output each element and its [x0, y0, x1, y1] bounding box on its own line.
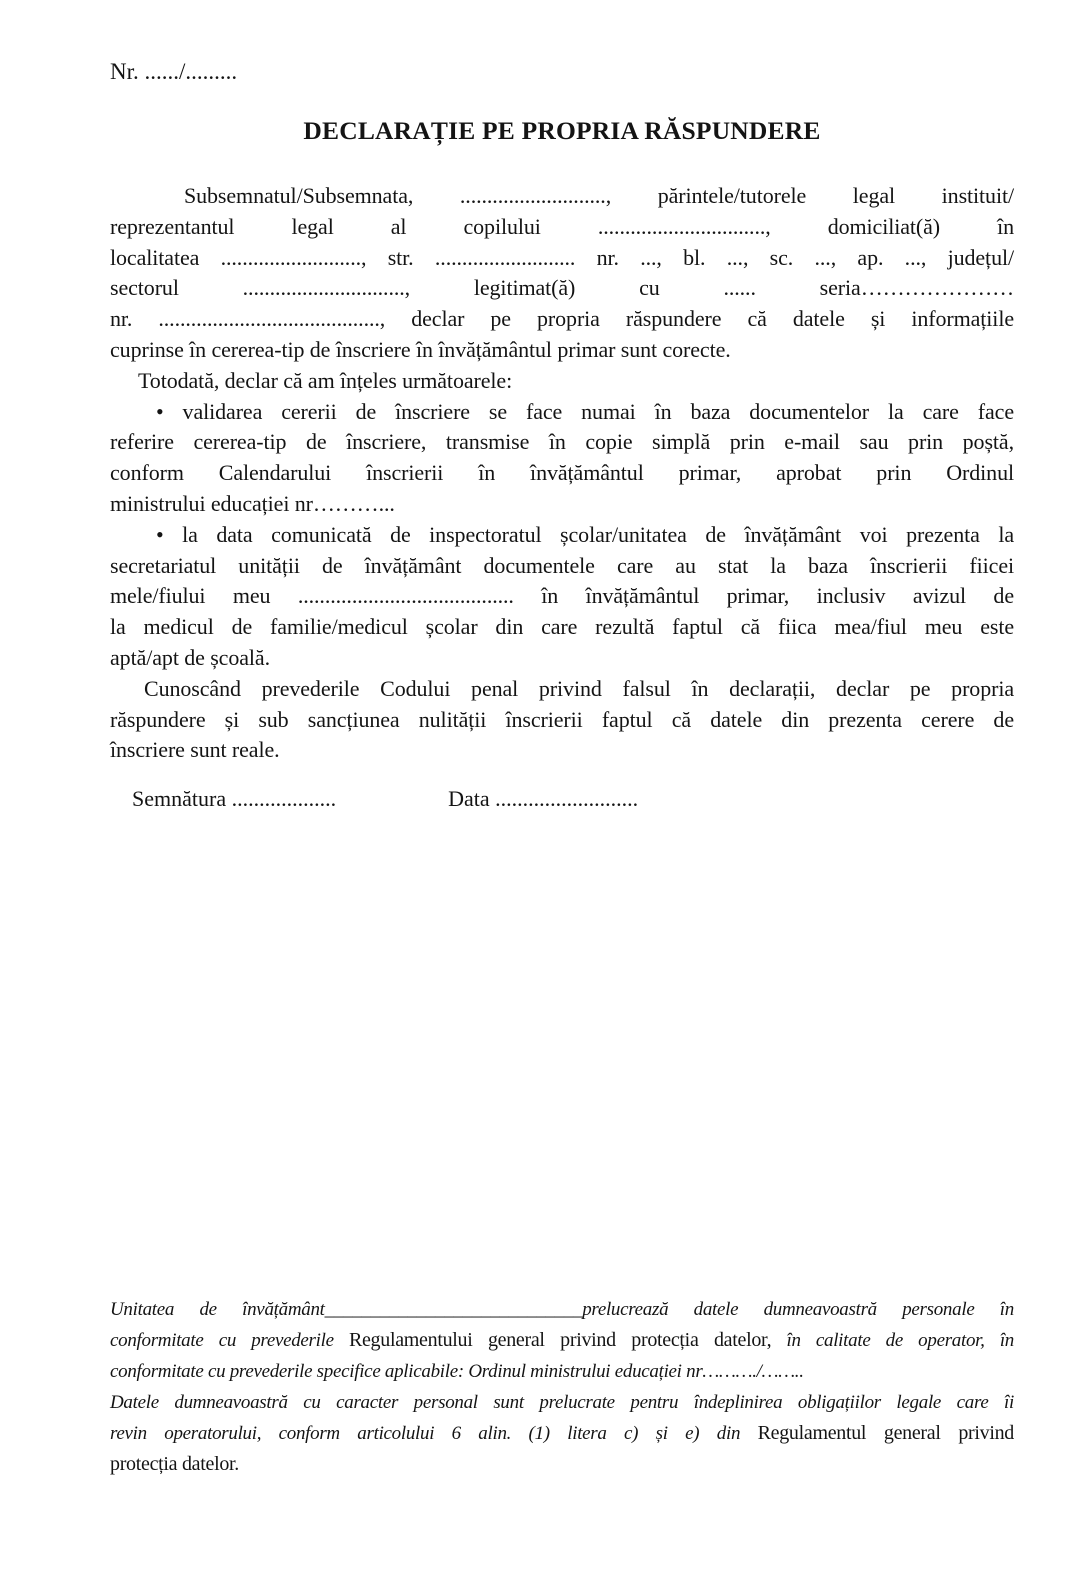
text-line: Subsemnatul/Subsemnata, ..........................., părintele/tutorele legal instituit/ [184, 183, 1014, 208]
paragraph [110, 181, 1014, 366]
footer-text-run: Unitatea de învățământ [110, 1299, 325, 1320]
footer-text-run: Datele dumneavoastră cu caracter personal sunt prelucrate pentru îndeplinirea obligațiilor legale care îi [110, 1392, 1014, 1413]
document-body [110, 181, 1014, 766]
document-number: Nr. ....../......... [110, 59, 238, 84]
text-line: secretariatul unității de învățământ documentele care au stat la baza înscrierii fiicei [110, 552, 1014, 578]
footer-text-run: protecția datelor. [110, 1453, 239, 1475]
text-line: • la data comunicată de inspectoratul școlar/unitatea de învățământ voi prezenta la [156, 521, 1014, 547]
text-line: • validarea cererii de înscriere se face numai în baza documentelor la care face [156, 398, 1014, 424]
footer-text-run: Regulamentul general privind [757, 1422, 1014, 1444]
text-line: la medicul de familie/medicul școlar din care rezultă faptul că fiica mea/fiul meu este [110, 614, 1014, 640]
text-line: reprezentantul legal al copilului ..............................., domiciliat(ă) în [110, 213, 1014, 239]
footer-text-run: Regulamentului general privind protecția datelor, [348, 1329, 772, 1351]
footer-text-run: în calitate de operator, în [771, 1330, 1015, 1351]
paragraph [110, 520, 1014, 674]
text-line: Cunoscând prevederile Codului penal privind falsul în declarații, declar pe propria [144, 675, 1014, 701]
text-line: înscriere sunt reale. [110, 737, 280, 763]
document-title: DECLARAȚIE PE PROPRIA RĂSPUNDERE [303, 116, 821, 145]
gdpr-footer [110, 1294, 1014, 1480]
footer-line [110, 1387, 1014, 1418]
text-line: mele/fiului meu ........................................ în învățământul primar, inclusiv avizul de [110, 583, 1014, 609]
footer-text-run: ____________________________ [324, 1299, 583, 1320]
footer-text-run: revin operatorului, conform articolului 6 alin. (1) litera c) și e) din [110, 1423, 758, 1444]
text-line: nr. ........................................., declar pe propria răspundere că datele și informațiile [110, 306, 1014, 332]
text-line: cuprinse în cererea-tip de înscriere în învățământul primar sunt corecte. [110, 336, 731, 362]
footer-text-run: conformitate cu prevederile specifice aplicabile: Ordinul ministrului educației nr………./…….. [110, 1361, 804, 1382]
text-line: Totodată, declar că am înțeles următoarele: [138, 367, 513, 393]
signature-row [110, 783, 1014, 814]
text-line: aptă/apt de școală. [110, 644, 270, 670]
footer-line [110, 1356, 1014, 1387]
text-line: sectorul .............................., legitimat(ă) cu ...... seria………………… [110, 275, 1014, 301]
paragraph [110, 674, 1014, 766]
footer-text-run: prelucrează datele dumneavoastră personale în [582, 1299, 1014, 1320]
text-line: conform Calendarului înscrierii în învățământul primar, aprobat prin Ordinul [110, 460, 1014, 486]
footer-text-run: conformitate cu prevederile [110, 1330, 349, 1351]
paragraph [110, 366, 1014, 397]
footer-line [110, 1418, 1014, 1449]
date-label: Data .......................... [448, 786, 639, 812]
paragraph [110, 397, 1014, 520]
footer-paragraph [110, 1387, 1014, 1480]
footer-line [110, 1449, 1014, 1480]
footer-paragraph [110, 1294, 1014, 1387]
text-line: referire cererea-tip de înscriere, transmise în copie simplă prin e-mail sau prin poștă, [110, 429, 1014, 455]
text-line: răspundere și sub sancțiunea nulității înscrierii faptul că datele din prezenta cerere de [110, 706, 1014, 732]
signature-label: Semnătura ................... [132, 786, 337, 812]
footer-line [110, 1325, 1014, 1356]
footer-line [110, 1294, 1014, 1325]
text-line: ministrului educației nr………... [110, 490, 395, 516]
text-line: localitatea .........................., str. .......................... nr. ..., bl. ..., sc. ..., ap. ..., județul/ [110, 244, 1014, 270]
